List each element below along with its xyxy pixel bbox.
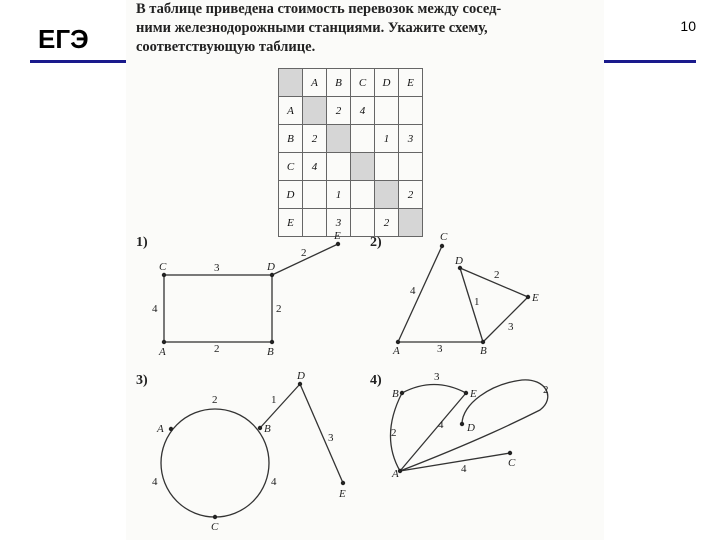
node-label: B bbox=[392, 388, 399, 400]
weight-label: 4 bbox=[152, 303, 158, 315]
edge-b-e bbox=[402, 385, 466, 394]
edge-a-e bbox=[400, 393, 466, 471]
node-label: A bbox=[393, 345, 400, 357]
node-label: A bbox=[392, 468, 399, 480]
weight-label: 4 bbox=[461, 463, 467, 475]
node-label: B bbox=[264, 423, 271, 435]
weight-label: 3 bbox=[508, 321, 514, 333]
table-cell: 4 bbox=[303, 153, 327, 181]
table-cell: 3 bbox=[399, 125, 423, 153]
node-label: C bbox=[440, 231, 448, 243]
slide-number: 10 bbox=[680, 18, 696, 34]
slide-title: ЕГЭ bbox=[38, 24, 89, 54]
graph-option-3 bbox=[161, 384, 343, 517]
table-cell: 2 bbox=[375, 209, 399, 237]
weight-label: 3 bbox=[328, 432, 334, 444]
weight-label: 3 bbox=[214, 262, 220, 274]
node-label: C bbox=[508, 457, 516, 469]
node-label: C bbox=[159, 261, 167, 273]
header-cell: C bbox=[351, 69, 375, 97]
edge-a-c bbox=[398, 246, 442, 342]
node-label: E bbox=[339, 488, 346, 500]
table-cell: 2 bbox=[327, 97, 351, 125]
weight-label: 2 bbox=[301, 247, 307, 259]
option-label-1: 1) bbox=[136, 235, 148, 250]
node-label: C bbox=[211, 521, 219, 533]
weight-label: 4 bbox=[410, 285, 416, 297]
task-line-2: ними железнодорожными станциями. Укажите схему, bbox=[136, 20, 488, 36]
weight-label: 2 bbox=[214, 343, 220, 355]
option-label-4: 4) bbox=[370, 373, 382, 388]
graph-option-1 bbox=[164, 244, 338, 342]
weight-label: 2 bbox=[543, 384, 549, 396]
weight-label: 2 bbox=[276, 303, 282, 315]
option-label-3: 3) bbox=[136, 373, 148, 388]
weight-label: 2 bbox=[212, 394, 218, 406]
table-cell: 1 bbox=[375, 125, 399, 153]
task-line-3: соответствующую таблице. bbox=[136, 39, 316, 55]
node-label: D bbox=[455, 255, 463, 267]
header-cell: A bbox=[303, 69, 327, 97]
node-label: E bbox=[532, 292, 539, 304]
node-label: E bbox=[470, 388, 477, 400]
node-label: A bbox=[157, 423, 164, 435]
node-label: B bbox=[480, 345, 487, 357]
node-label: D bbox=[297, 370, 305, 382]
table-cell: 3 bbox=[327, 209, 351, 237]
edge-circle bbox=[161, 409, 269, 517]
node-label: D bbox=[467, 422, 475, 434]
header-cell: D bbox=[375, 69, 399, 97]
row-header: E bbox=[279, 209, 303, 237]
edge-d-e bbox=[300, 384, 343, 483]
edge-b-d bbox=[460, 268, 483, 342]
row-header: C bbox=[279, 153, 303, 181]
weight-label: 4 bbox=[438, 419, 444, 431]
table-cell: 1 bbox=[327, 181, 351, 209]
weight-label: 1 bbox=[271, 394, 277, 406]
table-cell: 2 bbox=[303, 125, 327, 153]
edge-e-b bbox=[483, 297, 528, 342]
edge-b-d bbox=[260, 384, 300, 428]
edge-rectangle bbox=[164, 275, 272, 342]
weight-label: 1 bbox=[474, 296, 480, 308]
weight-label: 3 bbox=[437, 343, 443, 355]
option-label-2: 2) bbox=[370, 235, 382, 250]
edge-a-c bbox=[400, 453, 510, 471]
weight-label: 4 bbox=[152, 476, 158, 488]
row-header: D bbox=[279, 181, 303, 209]
header-cell: E bbox=[399, 69, 423, 97]
header-cell: B bbox=[327, 69, 351, 97]
row-header: A bbox=[279, 97, 303, 125]
table-cell: 2 bbox=[399, 181, 423, 209]
weight-label: 3 bbox=[434, 371, 440, 383]
node-label: E bbox=[334, 230, 341, 242]
row-header: B bbox=[279, 125, 303, 153]
weight-label: 2 bbox=[494, 269, 500, 281]
weight-label: 4 bbox=[271, 476, 277, 488]
task-line-1: В таблице приведена стоимость перевозок между сосед- bbox=[136, 1, 502, 17]
node-label: A bbox=[159, 346, 166, 358]
node-label: B bbox=[267, 346, 274, 358]
weight-label: 2 bbox=[391, 427, 397, 439]
table-cell: 4 bbox=[351, 97, 375, 125]
node-label: D bbox=[267, 261, 275, 273]
